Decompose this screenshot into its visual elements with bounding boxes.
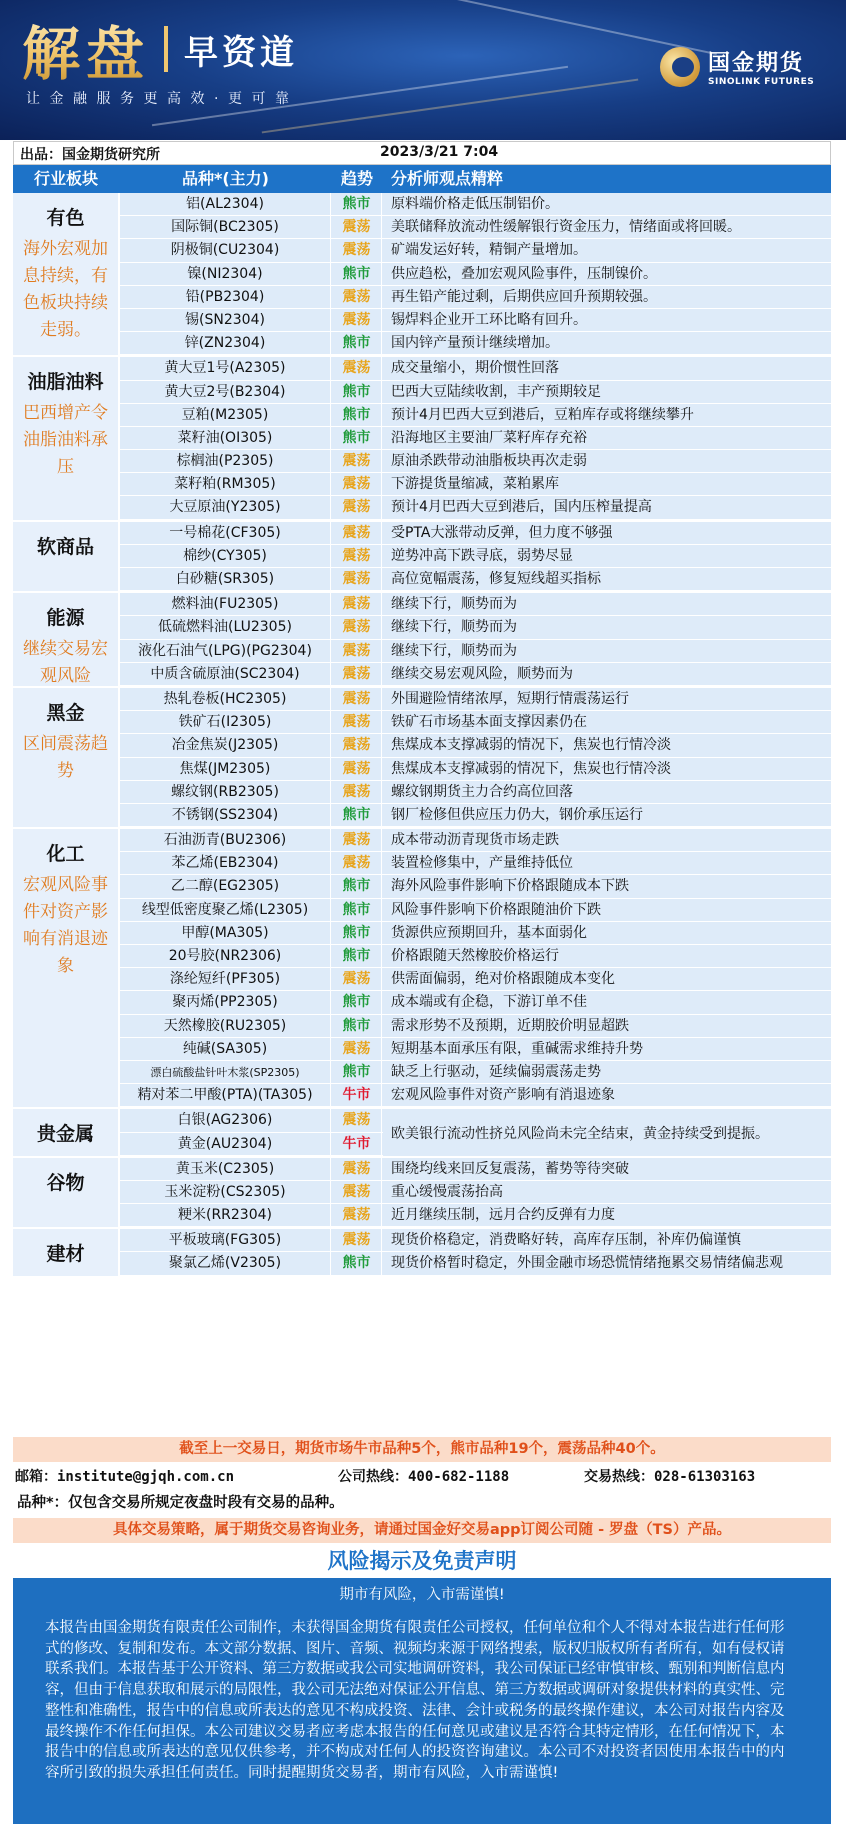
table-row (120, 829, 831, 852)
analyst-view: 海外风险事件影响下价格跟随成本下跌 (391, 878, 629, 895)
table-row (120, 781, 831, 804)
contract-name: 粳米(RR2304) (120, 1204, 331, 1227)
contract-name: 中质含硫原油(SC2304) (120, 663, 331, 686)
table-row (120, 357, 831, 380)
logo-english-name: SINOLINK FUTURES (708, 77, 815, 87)
trend-label: 熊市 (332, 945, 382, 968)
trend-label: 震荡 (332, 450, 382, 473)
contract-name: 一号棉花(CF305) (120, 522, 331, 545)
analyst-view: 欧美银行流动性挤兑风险尚未完全结束，黄金持续受到提振。 (383, 1109, 831, 1155)
header-banner (0, 0, 846, 140)
analyst-view: 供需面偏弱，绝对价格跟随成本变化 (391, 971, 615, 988)
contract-name: 石油沥青(BU2306) (120, 829, 331, 852)
analyst-view: 现货价格稳定，消费略好转，高库存压制，补库仍偏谨慎 (391, 1232, 741, 1249)
contract-name: 大豆原油(Y2305) (120, 496, 331, 519)
sector-rows (120, 688, 831, 827)
analyst-view: 焦煤成本支撑减弱的情况下，焦炭也行情冷淡 (391, 760, 671, 777)
table-row (120, 193, 831, 216)
trend-label: 熊市 (332, 875, 382, 898)
contract-name: 国际铜(BC2305) (120, 216, 331, 239)
table-row (120, 1061, 831, 1084)
analyst-view: 原料端价格走低压制铝价。 (391, 196, 559, 212)
sector-name: 有色 (46, 207, 85, 229)
analyst-view: 成交量缩小，期价惯性回落 (391, 360, 559, 377)
table-row (120, 804, 831, 827)
analyst-view: 原油杀跌带动油脂板块再次走弱 (391, 453, 587, 470)
table-row (120, 381, 831, 404)
sector-group (13, 686, 831, 827)
header-contract: 品种*(主力) (182, 169, 269, 188)
sector-note: 继续交易宏观风险 (23, 639, 108, 687)
brand-main-title: 解盘 (22, 7, 150, 91)
table-row (120, 593, 831, 616)
analyst-view: 近月继续压制，远月合约反弹有力度 (391, 1207, 615, 1224)
sector-note: 海外宏观加息持续，有色板块持续走弱。 (23, 239, 108, 340)
analyst-view: 成本端或有企稳，下游订单不佳 (391, 994, 587, 1011)
brand-title (22, 14, 299, 88)
contract-footnote: 品种*：仅包含交易所规定夜盘时段有交易的品种。 (17, 1495, 344, 1511)
logo-name: 国金期货 (708, 51, 805, 76)
sector-cell (13, 357, 119, 519)
table-row (120, 1181, 831, 1204)
table-row (120, 758, 831, 781)
risk-body-text: 本报告由国金期货有限责任公司制作，未获得国金期货有限责任公司授权，任何单位和个人不得对本报告进行任何形式的修改、复制和发布。本文部分数据、图片、音频、视频均来源于网络搜索，版权归版权所有者所有，如有侵权请联系我们。本报告基于公开资料、第三方数据或我公司实地调研资料，我公司保证已经审慎审核、甄别和判断信息内容，但由于信息获取和展示的局限性，我公司无法绝对保证公开信息、第三方数据或调研对象提供材料的真实性、完整性和准确性，报告中的信息或所表达的意见不构成投资、法律、会计或税务的最终操作建议，本公司对报告内容及最终操作不作任何担保。本公司建议交易者应考虑本报告的任何意见或建议是否符合其特定情形，在任何情况下，本报告中的信息或所表达的意见仅供参考，并不构成对任何人的投资咨询建议。本公司不对投资者因使用本报告中的内容所引致的损失承担任何责任。同时提醒期货交易者，期市有风险，入市需谨慎! (45, 1620, 785, 1781)
contract-name: 棉纱(CY305) (120, 545, 331, 568)
table-row (120, 968, 831, 991)
contract-name: 苯乙烯(EB2304) (120, 852, 331, 875)
table-row (120, 663, 831, 686)
trend-label: 震荡 (332, 568, 382, 591)
contract-name: 棕榈油(P2305) (120, 450, 331, 473)
table-row (120, 404, 831, 427)
analyst-view: 继续下行，顺势而为 (391, 619, 517, 636)
trend-label: 震荡 (332, 357, 382, 380)
table-row (120, 568, 831, 591)
header-trend: 趋势 (340, 169, 373, 188)
analyst-view: 螺纹钢期货主力合约高位回落 (391, 783, 573, 800)
sector-name: 软商品 (36, 535, 94, 558)
sector-group (13, 827, 831, 1107)
report-datetime: 2023/3/21 7:04 (380, 144, 499, 160)
trend-label: 震荡 (332, 616, 382, 639)
contract-name: 白砂糖(SR305) (120, 568, 331, 591)
table-row (120, 239, 831, 262)
company-logo (660, 46, 814, 87)
sector-cell (13, 593, 119, 686)
sector-cell (13, 829, 119, 1107)
trend-label: 震荡 (332, 1109, 382, 1132)
trend-label: 震荡 (332, 1181, 382, 1204)
header-sector: 行业板块 (33, 169, 98, 188)
trend-label: 震荡 (332, 286, 382, 309)
trend-label: 震荡 (332, 663, 382, 686)
contract-name: 线型低密度聚乙烯(L2305) (120, 899, 331, 922)
analyst-view: 现货价格暂时稳定，外围金融市场恐慌情绪拖累交易情绪偏悲观 (391, 1255, 783, 1272)
contract-name: 菜籽油(OI305) (120, 427, 331, 450)
analyst-view: 预计4月巴西大豆到港后，豆粕库存或将继续攀升 (391, 406, 694, 423)
sector-rows (120, 522, 831, 592)
contract-name: 铁矿石(I2305) (120, 711, 331, 734)
risk-subtitle: 期市有风险，入市需谨慎! (339, 1587, 505, 1603)
sector-cell (13, 688, 119, 827)
trend-label: 震荡 (332, 593, 382, 616)
contract-name: 纯碱(SA305) (120, 1038, 331, 1061)
analyst-view: 需求形势不及预期，近期胶价明显超跌 (391, 1017, 629, 1034)
analyst-view: 风险事件影响下价格跟随油价下跌 (391, 901, 601, 918)
trend-label: 熊市 (332, 1015, 382, 1038)
trend-label: 熊市 (332, 263, 382, 286)
contract-name: 涤纶短纤(PF305) (120, 968, 331, 991)
trend-label: 震荡 (332, 473, 382, 496)
sector-note: 宏观风险事件对资产影响有消退迹象 (23, 875, 108, 977)
contract-name: 镍(NI2304) (120, 263, 331, 286)
contract-name: 锡(SN2304) (120, 309, 331, 332)
analyst-view: 焦煤成本支撑减弱的情况下，焦炭也行情冷淡 (391, 737, 671, 754)
analyst-view: 再生铅产能过剩，后期供应回升预期较强。 (391, 288, 657, 305)
sector-name: 贵金属 (36, 1123, 94, 1146)
sector-group (13, 591, 831, 686)
trend-label: 熊市 (332, 1061, 382, 1084)
sector-note: 巴西增产令油脂油料承压 (23, 403, 108, 478)
analyst-view: 钢厂检修但供应压力仍大，钢价承压运行 (391, 806, 643, 823)
sector-cell (13, 1229, 119, 1275)
contract-name: 平板玻璃(FG305) (120, 1229, 331, 1252)
trend-label: 震荡 (332, 545, 382, 568)
trend-label: 熊市 (332, 922, 382, 945)
contract-name: 锌(ZN2304) (120, 332, 331, 355)
trend-label: 震荡 (332, 522, 382, 545)
contract-name: 燃料油(FU2305) (120, 593, 331, 616)
sector-rows (120, 193, 831, 355)
trend-label: 熊市 (332, 404, 382, 427)
table-row (120, 991, 831, 1014)
trend-label: 震荡 (332, 781, 382, 804)
contract-name: 低硫燃料油(LU2305) (120, 616, 331, 639)
trend-label: 牛市 (332, 1084, 382, 1107)
table-row (120, 1084, 831, 1107)
table-row (120, 922, 831, 945)
sector-rows (120, 1229, 831, 1275)
trend-label: 熊市 (332, 332, 382, 355)
analyst-view: 继续下行，顺势而为 (391, 642, 517, 659)
trend-label: 震荡 (332, 758, 382, 781)
sector-group (13, 193, 831, 355)
analyst-view: 短期基本面承压有限，重碱需求维持升势 (391, 1040, 643, 1057)
table-row (120, 309, 831, 332)
contract-name: 聚丙烯(PP2305) (120, 991, 331, 1014)
sector-rows (120, 593, 831, 686)
table-row (120, 1038, 831, 1061)
trend-label: 震荡 (332, 852, 382, 875)
sector-group (13, 520, 831, 592)
analyst-view: 货源供应预期回升，基本面弱化 (391, 924, 587, 941)
table-row (120, 1158, 831, 1181)
trend-label: 震荡 (332, 968, 382, 991)
trend-label: 震荡 (332, 239, 382, 262)
trend-label: 熊市 (332, 991, 382, 1014)
trend-label: 熊市 (332, 193, 382, 216)
trend-label: 震荡 (332, 711, 382, 734)
table-row (120, 1229, 831, 1252)
analyst-view: 预计4月巴西大豆到港后，国内压榨量提高 (391, 499, 652, 516)
brand-subtitle: 早资道 (184, 32, 299, 73)
analyst-view: 国内锌产量预计继续增加。 (391, 335, 559, 352)
contract-name: 不锈钢(SS2304) (120, 804, 331, 827)
table-row (120, 945, 831, 968)
analyst-view: 逆势冲高下跌寻底，弱势尽显 (391, 547, 573, 564)
contract-name: 20号胶(NR2306) (120, 945, 331, 968)
promo-banner: 具体交易策略，属于期货交易咨询业务，请通过国金好交易app订阅公司随 - 罗盘（TS）产品。 (13, 1518, 831, 1543)
analyst-view: 成本带动沥青现货市场走跌 (391, 832, 559, 849)
trend-label: 震荡 (332, 640, 382, 663)
analyst-view: 重心缓慢震荡抬高 (391, 1183, 503, 1200)
table-row (120, 1204, 831, 1227)
analyst-view: 继续交易宏观风险，顺势而为 (391, 665, 573, 682)
contract-name: 精对苯二甲酸(PTA)(TA305) (120, 1084, 331, 1107)
trend-label: 熊市 (332, 427, 382, 450)
contract-name: 铅(PB2304) (120, 286, 331, 309)
sector-name: 化工 (46, 843, 85, 866)
trend-label: 震荡 (332, 734, 382, 757)
trend-label: 熊市 (332, 1252, 382, 1275)
analyst-view: 受PTA大涨带动反弹，但力度不够强 (391, 524, 613, 541)
sector-rows (120, 1158, 831, 1228)
trend-label: 震荡 (332, 1229, 382, 1252)
trend-label: 熊市 (332, 899, 382, 922)
contract-name: 焦煤(JM2305) (120, 758, 331, 781)
contract-name: 黄大豆1号(A2305) (120, 357, 331, 380)
contract-name: 天然橡胶(RU2305) (120, 1015, 331, 1038)
analyst-view: 缺乏上行驱动，延续偏弱震荡走势 (391, 1063, 601, 1080)
market-summary: 截至上一交易日，期货市场牛市品种5个，熊市品种19个，震荡品种40个。 (13, 1437, 831, 1462)
sector-name: 能源 (46, 607, 85, 630)
table-row (120, 852, 831, 875)
trend-label: 牛市 (332, 1133, 382, 1156)
trend-label: 熊市 (332, 381, 382, 404)
contract-name: 黄玉米(C2305) (120, 1158, 331, 1181)
contract-name: 黄金(AU2304) (120, 1133, 331, 1156)
table-body (13, 193, 831, 1276)
analyst-view: 下游提货量缩减，菜粕累库 (391, 476, 559, 493)
brand-slogan: 让金融服务更高效·更可靠 (26, 91, 299, 107)
table-row (120, 522, 831, 545)
analyst-view: 矿端发运好转，精铜产量增加。 (391, 242, 587, 259)
contract-name: 乙二醇(EG2305) (120, 875, 331, 898)
contract-name: 白银(AG2306) (120, 1109, 331, 1132)
table-row (120, 640, 831, 663)
trend-label: 震荡 (332, 1204, 382, 1227)
analyst-view: 锡焊料企业开工环比略有回升。 (391, 311, 587, 328)
contract-name: 黄大豆2号(B2304) (120, 381, 331, 404)
sector-cell (13, 1158, 119, 1228)
contact-email: 邮箱：institute@gjqh.com.cn (15, 1469, 235, 1485)
contract-name: 漂白硫酸盐针叶木浆(SP2305) (120, 1061, 331, 1084)
analyst-view: 宏观风险事件对资产影响有消退迹象 (391, 1087, 615, 1104)
contract-name: 菜籽粕(RM305) (120, 473, 331, 496)
logo-mark-icon (660, 47, 700, 87)
table-row (120, 734, 831, 757)
contract-name: 螺纹钢(RB2305) (120, 781, 331, 804)
sector-note: 区间震荡趋势 (23, 733, 108, 781)
analyst-view: 外围避险情绪浓厚，短期行情震荡运行 (391, 690, 629, 707)
sector-rows (120, 829, 831, 1107)
analyst-view: 继续下行，顺势而为 (391, 596, 517, 613)
analyst-view: 美联储释放流动性缓解银行资金压力，情绪面或将回暖。 (391, 219, 741, 236)
banner-light-streak (262, 79, 639, 134)
trade-hotline: 交易热线：028-61303163 (584, 1469, 756, 1485)
table-row (120, 427, 831, 450)
table-header (13, 165, 831, 193)
trend-label: 震荡 (332, 829, 382, 852)
analyst-view: 供应趋松，叠加宏观风险事件，压制镍价。 (391, 265, 657, 282)
analyst-view: 铁矿石市场基本面支撑因素仍在 (391, 714, 587, 731)
table-row (120, 545, 831, 568)
trend-label: 震荡 (332, 1158, 382, 1181)
contract-name: 甲醇(MA305) (120, 922, 331, 945)
contract-name: 阴极铜(CU2304) (120, 239, 331, 262)
table-row (120, 875, 831, 898)
header-view: 分析师观点精粹 (391, 169, 504, 188)
table-row (120, 263, 831, 286)
table-row (120, 332, 831, 355)
sector-cell (13, 1109, 119, 1155)
contract-name: 冶金焦炭(J2305) (120, 734, 331, 757)
risk-disclosure-box (13, 1578, 831, 1824)
contract-name: 铝(AL2304) (120, 193, 331, 216)
sector-name: 油脂油料 (27, 371, 104, 394)
trend-label: 震荡 (332, 496, 382, 519)
sector-name: 建材 (46, 1243, 85, 1266)
contact-row (13, 1464, 831, 1490)
sector-group (13, 1227, 831, 1275)
analyst-view: 巴西大豆陆续收割，丰产预期较足 (391, 383, 601, 400)
analyst-view: 沿海地区主要油厂菜籽库存充裕 (391, 429, 587, 446)
analyst-view: 高位宽幅震荡，修复短线超买指标 (391, 571, 601, 587)
table-row (120, 899, 831, 922)
risk-title: 风险揭示及免责声明 (327, 1549, 517, 1573)
analyst-view: 围绕均线来回反复震荡，蓄势等待突破 (391, 1160, 629, 1177)
table-row (120, 473, 831, 496)
table-row (120, 616, 831, 639)
contract-name: 热轧卷板(HC2305) (120, 688, 331, 711)
sector-group (13, 1107, 831, 1155)
trend-label: 熊市 (332, 804, 382, 827)
trend-label: 震荡 (332, 1038, 382, 1061)
sector-group (13, 1156, 831, 1228)
sector-cell (13, 193, 119, 355)
trend-label: 震荡 (332, 216, 382, 239)
sector-group (13, 355, 831, 519)
table-row (120, 286, 831, 309)
table-row (120, 1015, 831, 1038)
trend-label: 震荡 (332, 309, 382, 332)
table-row (120, 1252, 831, 1275)
table-row (120, 450, 831, 473)
sector-rows (120, 1109, 831, 1155)
table-row (120, 216, 831, 239)
analyst-view: 价格跟随天然橡胶价格运行 (391, 948, 559, 964)
contract-name: 豆粕(M2305) (120, 404, 331, 427)
market-view-table (13, 165, 831, 1276)
table-row (120, 711, 831, 734)
report-source: 出品：国金期货研究所 (20, 147, 160, 163)
table-row (120, 688, 831, 711)
sector-rows (120, 357, 831, 519)
contract-name: 液化石油气(LPG)(PG2304) (120, 640, 331, 663)
trend-label: 震荡 (332, 688, 382, 711)
sector-name: 黑金 (46, 701, 85, 724)
table-row (120, 496, 831, 519)
company-hotline: 公司热线：400-682-1188 (338, 1469, 510, 1485)
report-info-row (13, 141, 831, 165)
sector-cell (13, 522, 119, 592)
contract-name: 玉米淀粉(CS2305) (120, 1181, 331, 1204)
contract-name: 聚氯乙烯(V2305) (120, 1252, 331, 1275)
brand-divider (164, 26, 168, 72)
sector-name: 谷物 (46, 1171, 85, 1194)
analyst-view: 装置检修集中，产量维持低位 (391, 855, 573, 872)
